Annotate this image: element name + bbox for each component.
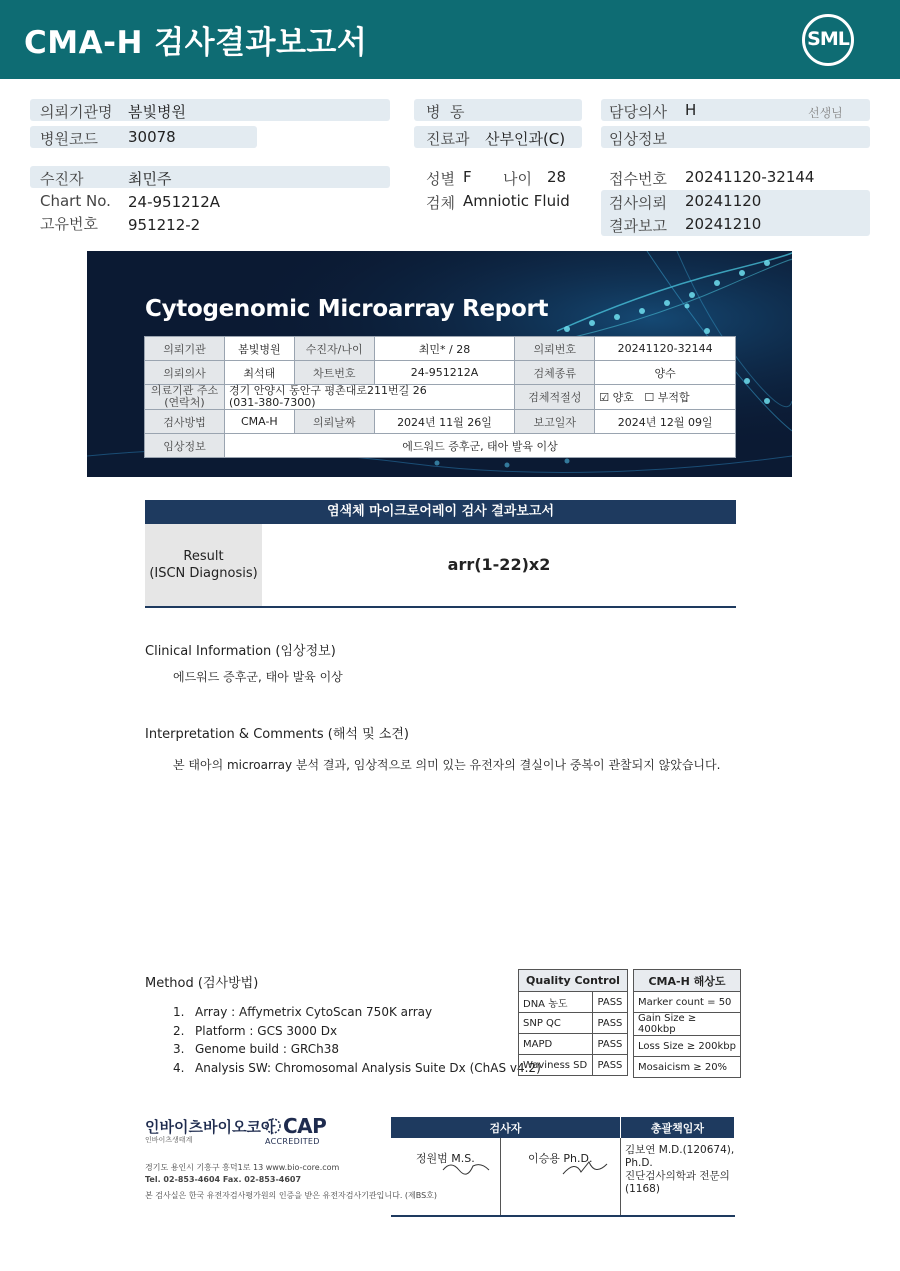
result-label-line2: (ISCN Diagnosis) (149, 566, 258, 581)
cell-label: 의뢰번호 (515, 337, 595, 361)
cap-text: CAP (283, 1114, 327, 1138)
cell-label (145, 385, 225, 410)
interpretation-text: 본 태아의 microarray 분석 결과, 임상적으로 의미 있는 유전자의 결실이나 중복이 관찰되지 않았습니다. (173, 758, 721, 772)
receipt-value: 20241120-32144 (685, 168, 815, 186)
cell-label: 보고일자 (515, 410, 595, 434)
cap-seal-icon (265, 1116, 281, 1136)
unique-value: 951212-2 (128, 216, 201, 234)
request-label: 검사의뢰 (609, 194, 667, 212)
address-label: 의료기관 주소 (150, 384, 219, 397)
patient-label: 수진자 (40, 170, 84, 188)
brand-logo: 인바이츠바이오코아 (145, 1118, 276, 1136)
chief-cell (621, 1138, 735, 1216)
cell-label: 차트번호 (294, 361, 374, 385)
cell-label: 의뢰의사 (145, 361, 225, 385)
interpretation-title: Interpretation & Comments (해석 및 소견) (145, 727, 409, 742)
patient-name: 최민주 (128, 170, 172, 188)
accredited-text: ACCREDITED (265, 1137, 320, 1146)
cell-label: 검체종류 (515, 361, 595, 385)
method-list (173, 1003, 541, 1077)
checked-box-icon: ☑ (599, 391, 610, 404)
request-value: 20241120 (685, 192, 762, 210)
banner-table (144, 336, 736, 458)
receipt-label: 접수번호 (609, 170, 667, 188)
list-item: 3. Genome build : GRCh38 (173, 1042, 339, 1056)
sex-label: 성별 (426, 170, 455, 188)
banner-row (145, 361, 736, 385)
sml-logo (802, 14, 854, 66)
chief-line1: 김보연 M.D.(120674), Ph.D. (625, 1144, 735, 1169)
header-bar (0, 0, 900, 79)
cell-value: 양수 (595, 361, 736, 385)
contact-label: (연락처) (164, 396, 205, 409)
banner-row (145, 337, 736, 361)
age-value: 28 (547, 168, 567, 186)
report-label: 결과보고 (609, 217, 667, 235)
specimen-value: Amniotic Fluid (463, 192, 570, 210)
cell-value: 2024년 11월 26일 (374, 410, 515, 434)
banner-row (145, 410, 736, 434)
result-body (145, 524, 736, 608)
ward-label: 병 동 (426, 103, 465, 121)
tester2-name: 이승용 Ph.D. (528, 1152, 593, 1165)
tester1-name: 정원범 M.S. (415, 1152, 475, 1165)
quality-control-table (518, 969, 628, 1076)
cell-value: 20241120-32144 (595, 337, 736, 361)
cell-value: 에드워드 증후군, 태아 발육 이상 (225, 434, 736, 458)
list-item: 4. Analysis SW: Chromosomal Analysis Suite Dx (ChAS v4.2) (173, 1060, 541, 1075)
chart-label: Chart No. (40, 192, 111, 210)
cell-label: 수진자/나이 (294, 337, 374, 361)
cell-value: CMA-H (225, 410, 295, 434)
cell-value (595, 385, 736, 410)
resolution-title: CMA-H 해상도 (634, 970, 741, 992)
tester1-cell (391, 1138, 500, 1216)
table-row: SNP QC PASS (519, 1013, 628, 1034)
specimen-label: 검체 (426, 194, 455, 212)
table-row: Gain Size ≥ 400kbp (634, 1013, 741, 1036)
dept-label: 진료과 (426, 130, 470, 148)
adequacy-bad: 부적합 (657, 391, 690, 404)
sex-value: F (463, 168, 472, 186)
cell-label: 검사방법 (145, 410, 225, 434)
brand-subtitle: 인바이츠생태계 (145, 1136, 193, 1144)
cell-value: 최민* / 28 (374, 337, 515, 361)
result-value: arr(1-22)x2 (447, 555, 551, 574)
table-row: MAPD PASS (519, 1034, 628, 1055)
tester2-cell (500, 1138, 620, 1216)
cell-value: 봄빛병원 (225, 337, 295, 361)
cell-value: 24-951212A (374, 361, 515, 385)
banner-title: Cytogenomic Microarray Report (145, 296, 549, 322)
cap-logo (265, 1114, 355, 1150)
hospital-code-value: 30078 (128, 128, 176, 146)
chief-heading: 총괄책임자 (621, 1117, 735, 1138)
clinical-title: Clinical Information (임상정보) (145, 644, 336, 659)
doctor-value: H (685, 101, 697, 119)
list-item: 1. Array : Affymetrix CytoScan 750K array (173, 1005, 433, 1019)
footer-notice: 본 검사실은 한국 유전자검사평가원의 인증을 받은 유전자검사기관입니다. (제BS호) (145, 1191, 438, 1200)
table-row: Waviness SD PASS (519, 1055, 628, 1076)
unique-label: 고유번호 (40, 215, 98, 233)
report-banner (87, 251, 792, 477)
unchecked-box-icon: ☐ (644, 391, 655, 404)
hospital-code-label: 병원코드 (40, 130, 98, 148)
chart-value: 24-951212A (128, 193, 221, 211)
footer-tel: Tel. 02-853-4604 Fax. 02-853-4607 (145, 1175, 302, 1184)
cell-label: 임상정보 (145, 434, 225, 458)
contact-value: (031-380-7300) (229, 396, 316, 409)
banner-row (145, 385, 736, 410)
result-label-line1: Result (183, 549, 224, 564)
institution-label: 의뢰기관명 (40, 103, 113, 121)
qc-title: Quality Control (519, 970, 628, 992)
dept-value: 산부인과(C) (485, 130, 566, 148)
footer-address: 경기도 용인시 기흥구 흥덕1로 13 www.bio-core.com (145, 1163, 340, 1172)
result-heading: 염색체 마이크로어레이 검사 결과보고서 (145, 500, 736, 524)
tester-heading: 검사자 (391, 1117, 621, 1138)
table-row: Marker count = 50 (634, 992, 741, 1013)
table-row: Loss Size ≥ 200kbp (634, 1036, 741, 1057)
report-value: 20241210 (685, 215, 762, 233)
table-row: DNA 농도 PASS (519, 992, 628, 1013)
age-label: 나이 (503, 170, 532, 188)
institution-value: 봄빛병원 (128, 103, 186, 121)
resolution-table (633, 969, 741, 1078)
cell-label: 의뢰기관 (145, 337, 225, 361)
clinical-label: 임상정보 (609, 130, 667, 148)
doctor-suffix: 선생님 (808, 106, 843, 120)
list-item: 2. Platform : GCS 3000 Dx (173, 1023, 338, 1038)
cell-label: 의뢰날짜 (294, 410, 374, 434)
signature-table (391, 1117, 735, 1217)
table-row: Mosaicism ≥ 20% (634, 1057, 741, 1078)
cell-value (225, 385, 515, 410)
doctor-label: 담당의사 (609, 103, 667, 121)
result-label (145, 524, 262, 606)
chief-line2: 진단검사의학과 전문의(1168) (625, 1170, 730, 1195)
method-title: Method (검사방법) (145, 976, 259, 991)
clinical-text: 에드워드 증후군, 태아 발육 이상 (173, 670, 343, 684)
logo-text: SML (807, 28, 849, 50)
cell-label: 검체적절성 (515, 385, 595, 410)
address-value: 경기 안양시 동안구 평촌대로211번길 26 (229, 384, 427, 397)
pill-patient (30, 166, 390, 188)
adequacy-good: 양호 (612, 391, 634, 404)
page-title: CMA-H 검사결과보고서 (24, 25, 368, 61)
cell-value: 최석태 (225, 361, 295, 385)
cell-value: 2024년 12월 09일 (595, 410, 736, 434)
banner-row (145, 434, 736, 458)
